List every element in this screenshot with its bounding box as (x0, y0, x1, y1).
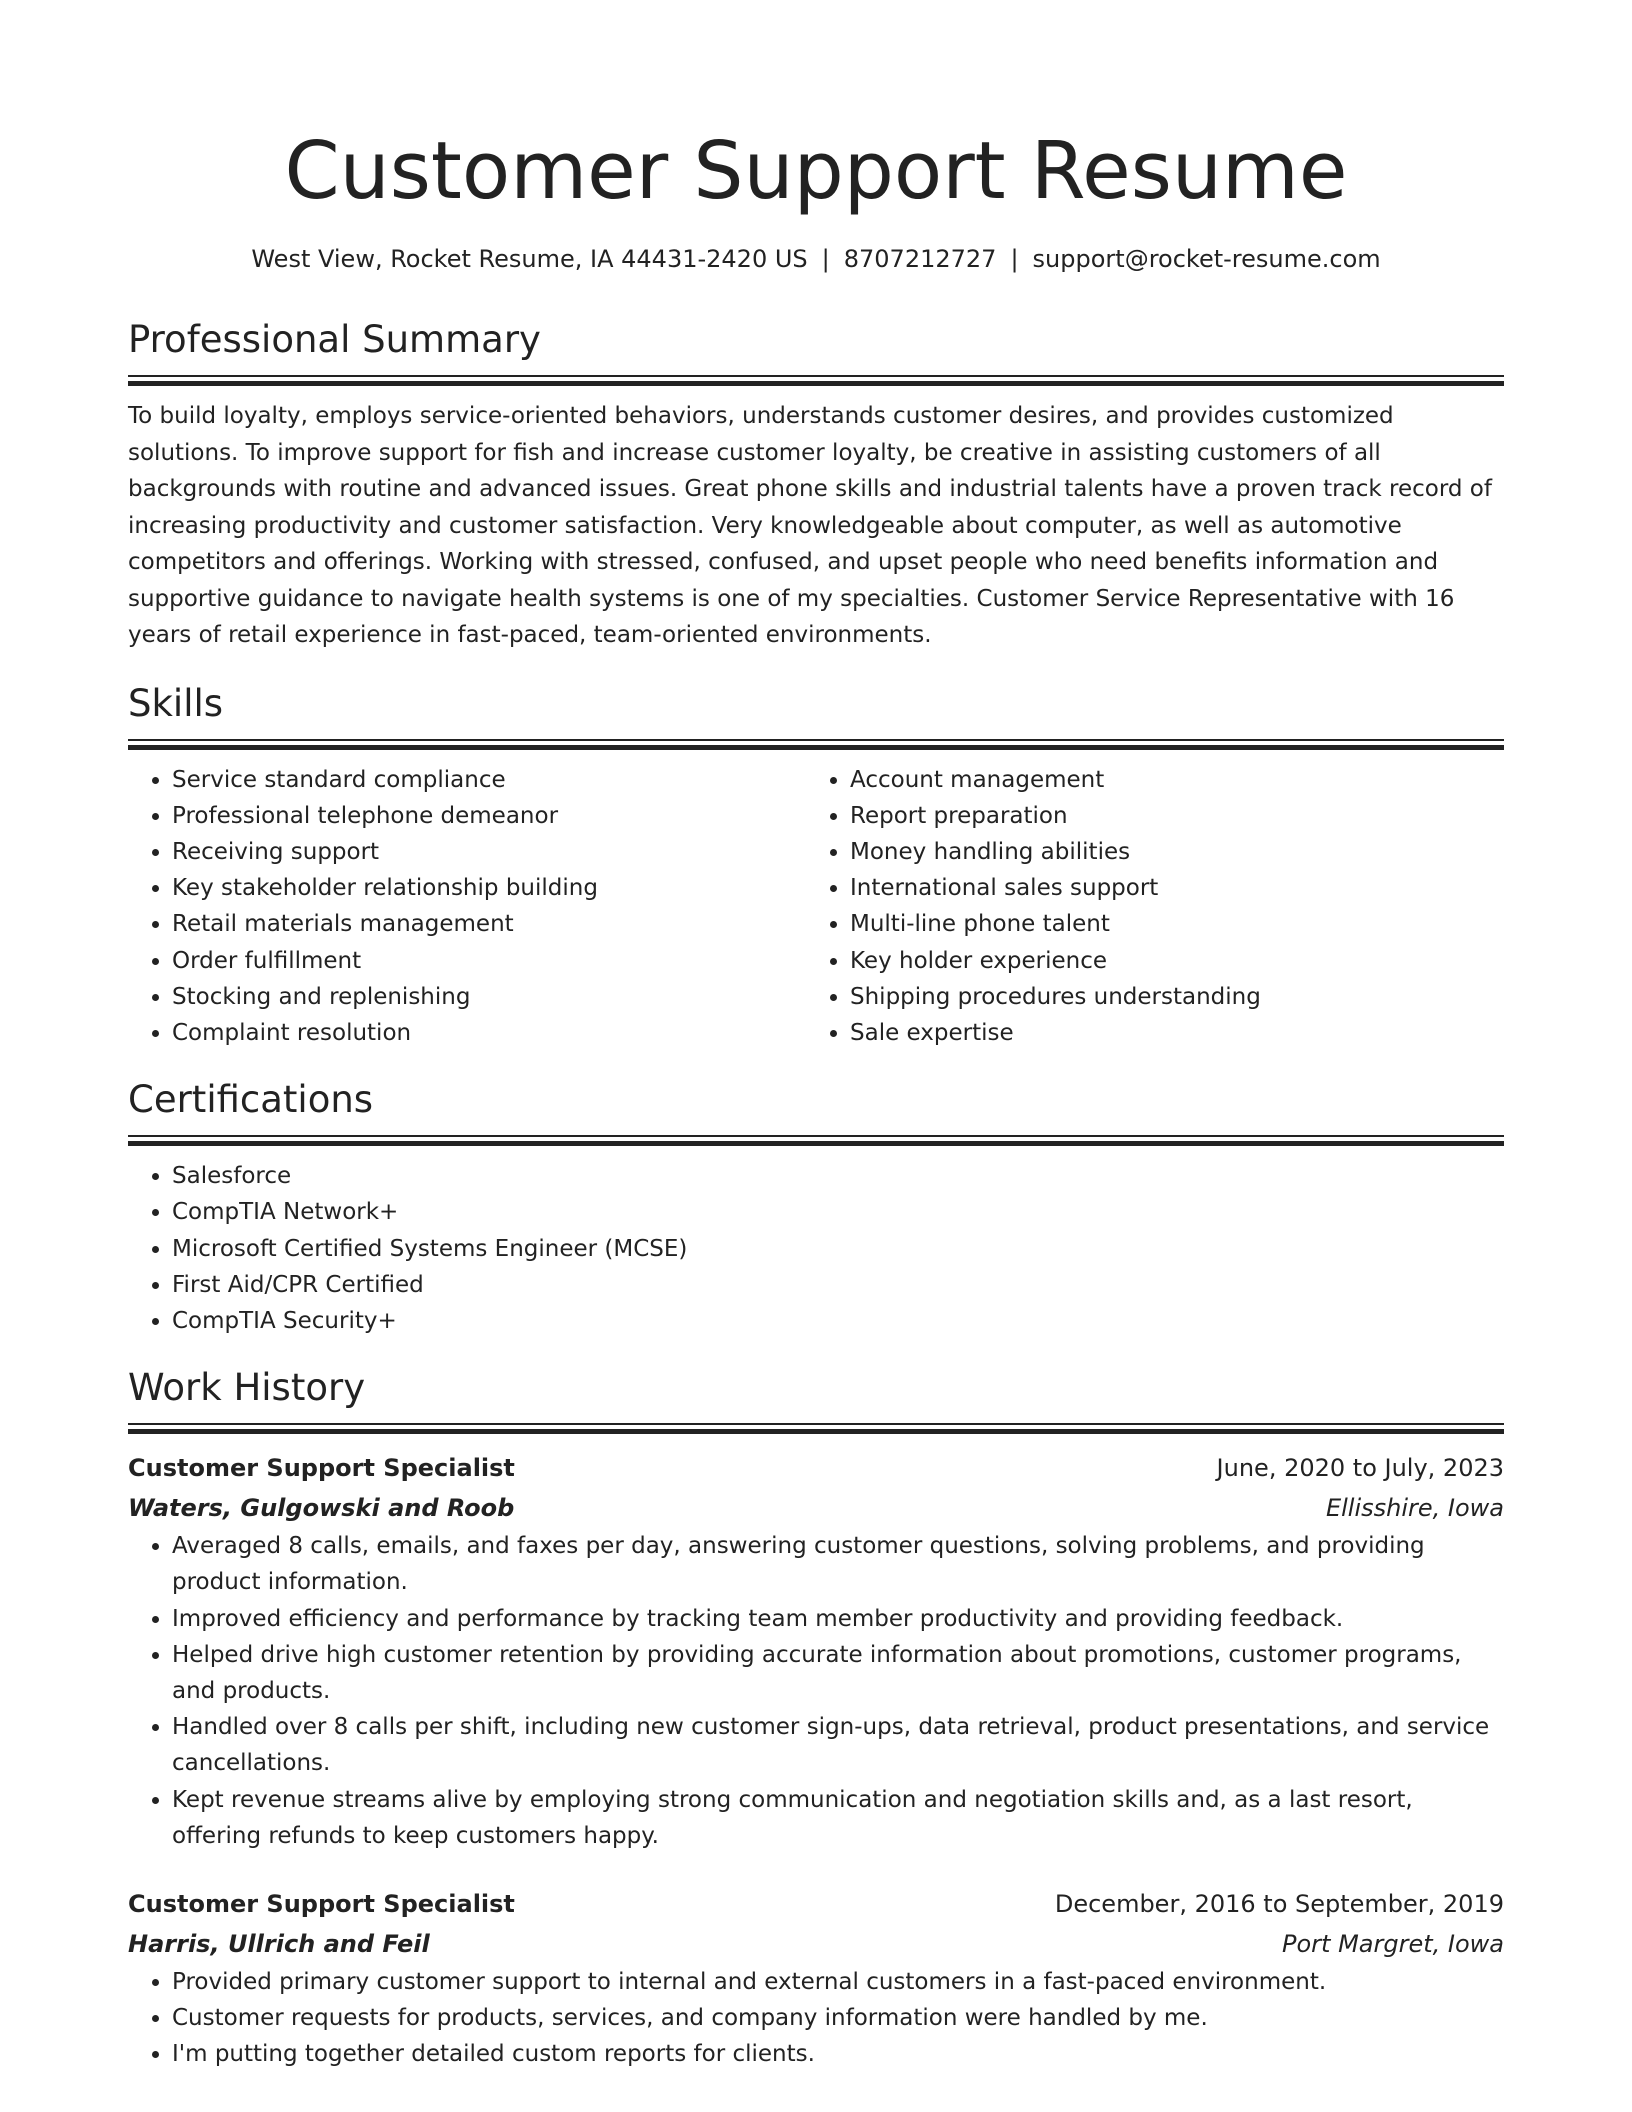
summary-section (128, 315, 1504, 654)
skill-item: • Report preparation (850, 798, 1484, 834)
job-subheader (128, 1924, 1504, 1964)
skills-heading: Skills (128, 681, 224, 725)
skill-item: • Order fulfillment (172, 943, 806, 979)
skill-item: • Complaint resolution (172, 1015, 806, 1051)
skill-item: • Sale expertise (850, 1015, 1484, 1051)
job-title: Customer Support Specialist (128, 1889, 515, 1918)
section-divider (128, 1423, 1504, 1432)
skill-item: • Receiving support (172, 834, 806, 870)
skill-item: • Retail materials management (172, 906, 806, 942)
skill-item: • Account management (850, 762, 1484, 798)
job-bullet: • Provided primary customer support to internal and external customers in a fast-paced environment. (172, 1964, 1504, 2000)
job-entry (128, 1448, 1504, 1854)
contact-line (128, 242, 1504, 276)
job-bullet: • Customer requests for products, services, and company information were handled by me. (172, 2000, 1504, 2036)
skills-column-right (806, 762, 1484, 1052)
certification-item: • Microsoft Certified Systems Engineer (MCSE) (172, 1231, 1504, 1267)
certifications-heading: Certifications (128, 1078, 374, 1122)
job-bullet: • Averaged 8 calls, emails, and faxes per day, answering customer questions, solving problems, and providing product information. (172, 1528, 1504, 1600)
job-header (128, 1884, 1504, 1924)
job-bullet-list (128, 1528, 1504, 1854)
section-divider (128, 1135, 1504, 1144)
work-history-jobs (128, 1448, 1504, 2072)
contact-email: support@rocket-resume.com (1032, 245, 1381, 273)
contact-address: West View, Rocket Resume, IA 44431-2420 US (251, 245, 808, 273)
job-location: Port Margret, Iowa (1282, 1929, 1504, 1958)
contact-separator: | (821, 245, 830, 273)
job-dates: December, 2016 to September, 2019 (1054, 1889, 1504, 1918)
contact-separator: | (1010, 245, 1019, 273)
skills-column-left (128, 762, 806, 1052)
job-company: Harris, Ullrich and Feil (128, 1929, 430, 1958)
resume-page (128, 0, 1504, 2073)
skill-item: • Key stakeholder relationship building (172, 870, 806, 906)
job-bullet-list (128, 1964, 1504, 2073)
skills-list-right (806, 762, 1484, 1052)
job-company: Waters, Gulgowski and Roob (128, 1494, 515, 1523)
work-history-heading: Work History (128, 1366, 366, 1410)
certification-item: • Salesforce (172, 1158, 1504, 1194)
job-header (128, 1448, 1504, 1488)
job-bullet: • I'm putting together detailed custom reports for clients. (172, 2036, 1504, 2072)
skill-item: • Shipping procedures understanding (850, 979, 1484, 1015)
certification-item: • CompTIA Network+ (172, 1194, 1504, 1230)
work-history-section (128, 1363, 1504, 2072)
skill-item: • Service standard compliance (172, 762, 806, 798)
job-bullet: • Helped drive high customer retention by providing accurate information about promotions, customer programs, and products. (172, 1637, 1504, 1709)
skill-item: • Multi-line phone talent (850, 906, 1484, 942)
resume-title: Customer Support Resume (284, 125, 1348, 217)
job-subheader (128, 1488, 1504, 1528)
certifications-section (128, 1075, 1504, 1339)
skills-grid (128, 762, 1504, 1052)
section-divider (128, 375, 1504, 384)
skills-list-left (128, 762, 806, 1052)
contact-phone: 8707212727 (843, 245, 997, 273)
skill-item: • Stocking and replenishing (172, 979, 806, 1015)
section-divider (128, 739, 1504, 748)
job-bullet: • Handled over 8 calls per shift, including new customer sign-ups, data retrieval, product presentations, and service cancellations. (172, 1709, 1504, 1781)
certifications-list (128, 1158, 1504, 1339)
job-title: Customer Support Specialist (128, 1454, 515, 1483)
summary-heading: Professional Summary (128, 318, 541, 361)
skill-item: • Professional telephone demeanor (172, 798, 806, 834)
skill-item: • International sales support (850, 870, 1484, 906)
certification-item: • First Aid/CPR Certified (172, 1267, 1504, 1303)
skill-item: • Key holder experience (850, 943, 1484, 979)
job-bullet: • Kept revenue streams alive by employing strong communication and negotiation skills and, as a last resort, offering refunds to keep customers happy. (172, 1782, 1504, 1854)
skills-section (128, 679, 1504, 1052)
job-bullet: • Improved efficiency and performance by tracking team member productivity and providing feedback. (172, 1601, 1504, 1637)
certification-item: • CompTIA Security+ (172, 1303, 1504, 1339)
job-entry (128, 1884, 1504, 2073)
job-dates: June, 2020 to July, 2023 (1216, 1454, 1504, 1483)
skill-item: • Money handling abilities (850, 834, 1484, 870)
job-location: Ellisshire, Iowa (1325, 1494, 1504, 1523)
summary-text: To build loyalty, employs service-oriented behaviors, understands customer desires, and provides customized solutions. To improve support for fish and increase customer loyalty, be creative in assisting customers of all backgrounds with routine and advanced issues. Great phone skills and industrial talents have a proven track record of increasing productivity and customer satisfaction. Very knowledgeable about computer, as well as automotive competitors and offerings. Working with stressed, confused, and upset people who need benefits information and supportive guidance to navigate health systems is one of my specialties. Customer Service Representative with 16 years of retail experience in fast-paced, team-oriented environments. (128, 403, 1492, 648)
